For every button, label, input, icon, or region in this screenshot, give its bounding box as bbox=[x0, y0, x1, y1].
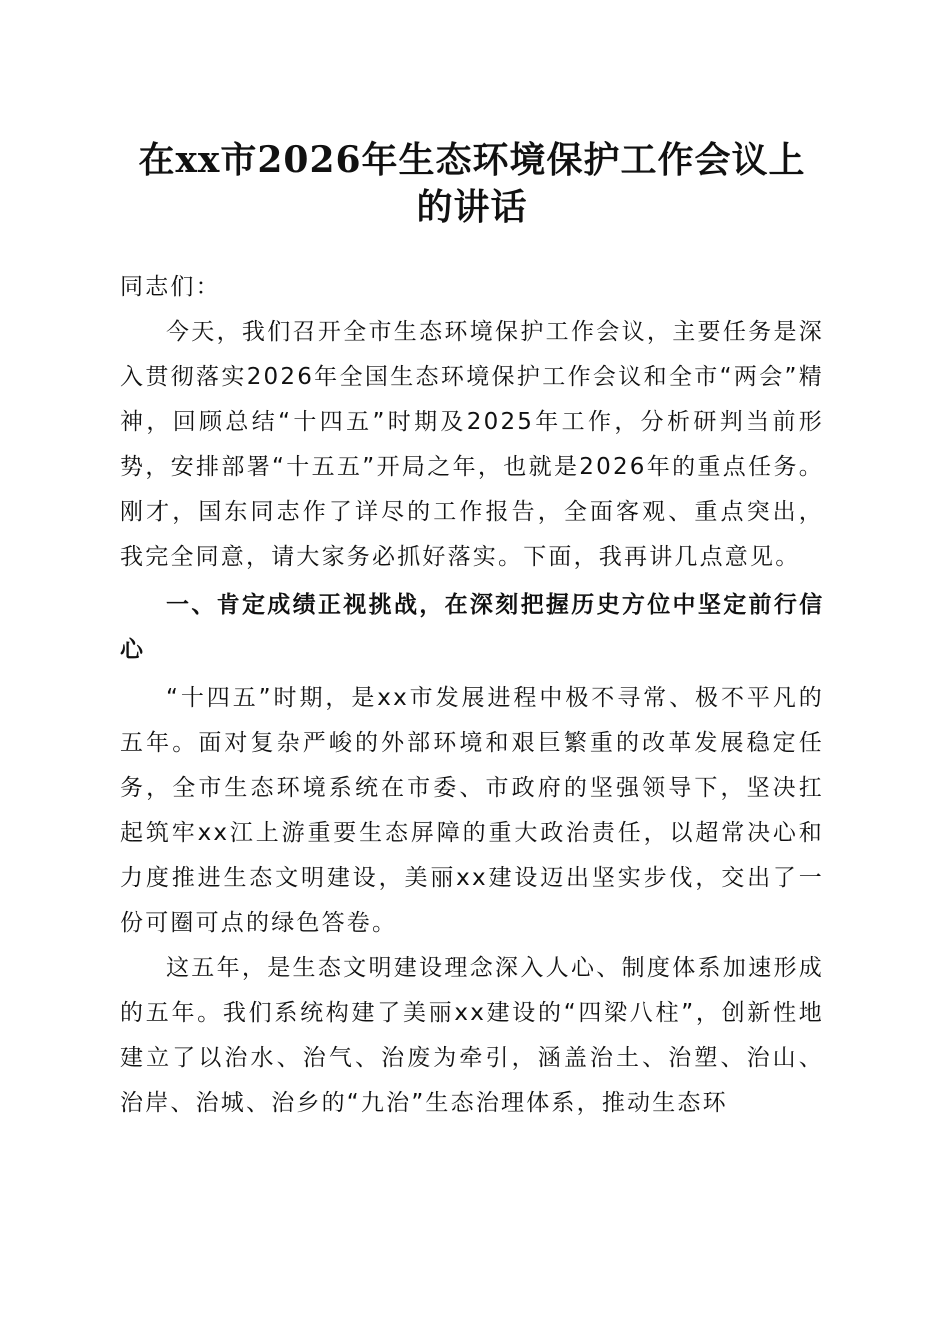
opening-paragraph: 今天，我们召开全市生态环境保护工作会议，主要任务是深入贯彻落实2026年全国生态环境保护工作会议和全市“两会”精神，回顾总结“十四五”时期及2025年工作，分析研判当前形势，安排部署“十五五”开局之年，也就是2026年的重点任务。刚才，国东同志作了详尽的工作报告，全面客观、重点突出，我完全同意，请大家务必抓好落实。下面，我再讲几点意见。 bbox=[120, 319, 824, 570]
document-title: 在xx市2026年生态环境保护工作会议上的讲话 bbox=[138, 139, 806, 228]
section-1-paragraph-1: “十四五”时期，是xx市发展进程中极不寻常、极不平凡的五年。面对复杂严峻的外部环境和艰巨繁重的改革发展稳定任务，全市生态环境系统在市委、市政府的坚强领导下，坚决扛起筑牢xx江上游重要生态屏障的重大政治责任，以超常决心和力度推进生态文明建设，美丽xx建设迈出坚实步伐，交出了一份可圈可点的绿色答卷。 bbox=[120, 685, 824, 936]
salutation: 同志们： bbox=[120, 274, 221, 300]
section-heading-1: 一、肯定成绩正视挑战，在深刻把握历史方位中坚定前行信心 bbox=[120, 592, 824, 663]
document-content bbox=[120, 137, 824, 1126]
section-1-paragraph-2: 这五年，是生态文明建设理念深入人心、制度体系加速形成的五年。我们系统构建了美丽xx建设的“四梁八柱”，创新性地建立了以治水、治气、治废为牵引，涵盖治土、治塑、治山、治岸、治城、治乡的“九治”生态治理体系，推动生态环 bbox=[120, 955, 824, 1116]
